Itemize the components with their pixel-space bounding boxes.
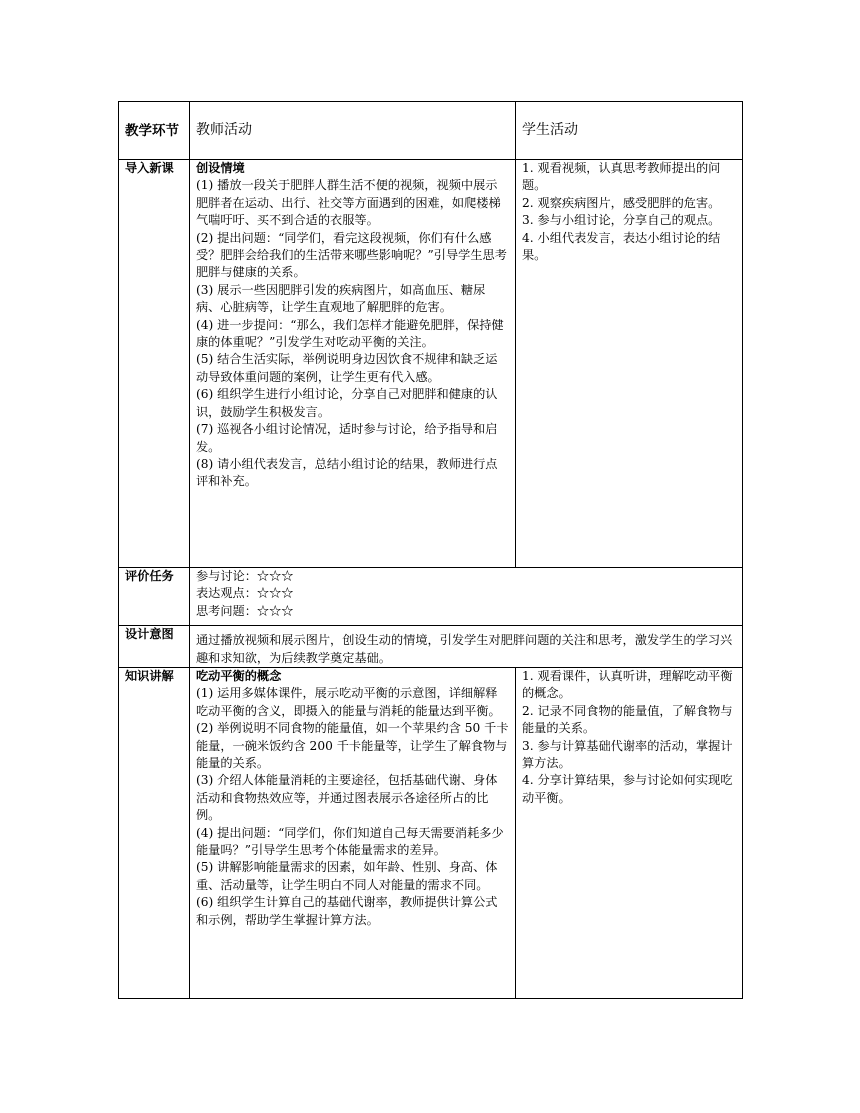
teacher-step: (4) 提出问题：“同学们，你们知道自己每天需要消耗多少能量吗？”引导学生思考个体能量需求的差异。 (196, 825, 504, 858)
design-intent-cell (190, 626, 743, 668)
teacher-step: (1) 播放一段关于肥胖人群生活不便的视频，视频中展示肥胖者在运动、出行、社交等方面遇到的困难，如爬楼梯气喘吁吁、买不到合适的衣服等。 (196, 178, 501, 228)
student-step: 3. 参与小组讨论，分享自己的观点。 (522, 213, 721, 228)
teacher-step: (2) 举例说明不同食物的能量值，如一个苹果约含 50 千卡能量，一碗米饭约含 200 千卡能量等，让学生了解食物与能量的关系。 (196, 721, 509, 771)
stage-cell: 评价任务 (119, 568, 190, 626)
stage-cell: 设计意图 (119, 626, 190, 668)
teacher-subtitle: 吃动平衡的概念 (196, 669, 282, 683)
teacher-step: (2) 提出问题：“同学们，看完这段视频，你们有什么感受？肥胖会给我们的生活带来哪些影响呢？”引导学生思考肥胖与健康的关系。 (196, 230, 507, 280)
stage-cell: 知识讲解 (119, 668, 190, 999)
lesson-plan-table (118, 101, 743, 999)
teacher-step: (3) 展示一些因肥胖引发的疾病图片，如高血压、糖尿病、心脏病等，让学生直观地了解肥胖的危害。 (196, 282, 486, 315)
evaluation-item: 表达观点：☆☆☆ (196, 586, 294, 601)
teacher-step: (6) 组织学生进行小组讨论，分享自己对肥胖和健康的认识，鼓励学生积极发言。 (196, 387, 498, 419)
teacher-step: (6) 组织学生计算自己的基础代谢率，教师提供计算公式和示例，帮助学生掌握计算方法。 (196, 895, 498, 927)
teacher-step: (7) 巡视各小组讨论情况，适时参与讨论，给予指导和启发。 (196, 422, 498, 454)
student-activity-cell (516, 160, 743, 568)
design-intent-text: 通过播放视频和展示图片，创设生动的情境，引发学生对肥胖问题的关注和思考，激发学生的学习兴趣和求知欲，为后续教学奠定基础。 (196, 633, 733, 665)
teacher-activity-cell (190, 668, 516, 999)
stage-cell: 导入新课 (119, 160, 190, 568)
teacher-step: (8) 请小组代表发言，总结小组讨论的结果，教师进行点评和补充。 (196, 456, 498, 489)
teacher-step: (3) 介绍人体能量消耗的主要途径，包括基础代谢、身体活动和食物热效应等，并通过图表展示各途径所占的比例。 (196, 773, 498, 823)
teacher-step: (1) 运用多媒体课件，展示吃动平衡的示意图，详细解释吃动平衡的含义，即摄入的能量与消耗的能量达到平衡。 (196, 686, 501, 718)
table-row-design-intent (119, 626, 743, 668)
teacher-subtitle: 创设情境 (196, 161, 245, 175)
table-row-intro (119, 160, 743, 568)
student-step: 1. 观看课件，认真听讲，理解吃动平衡的概念。 (522, 669, 733, 701)
teacher-step: (5) 讲解影响能量需求的因素，如年龄、性别、身高、体重、活动量等，让学生明白不同人对能量的需求不同。 (196, 860, 498, 892)
evaluation-item: 思考问题：☆☆☆ (196, 603, 294, 618)
student-step: 4. 分享计算结果，参与讨论如何实现吃动平衡。 (522, 773, 733, 805)
teacher-activity-cell (190, 160, 516, 568)
header-student: 学生活动 (516, 102, 743, 160)
table-row-evaluation (119, 568, 743, 626)
student-activity-cell (516, 668, 743, 999)
table-row-knowledge (119, 668, 743, 999)
student-step: 1. 观看视频，认真思考教师提出的问题。 (522, 161, 721, 193)
student-step: 2. 记录不同食物的能量值，了解食物与能量的关系。 (522, 703, 733, 736)
student-step: 4. 小组代表发言，表达小组讨论的结果。 (522, 230, 721, 263)
evaluation-cell (190, 568, 743, 626)
teacher-step: (4) 进一步提问：“那么，我们怎样才能避免肥胖，保持健康的体重呢？”引发学生对吃动平衡的关注。 (196, 317, 504, 350)
table-header-row (119, 102, 743, 160)
teacher-step: (5) 结合生活实际，举例说明身边因饮食不规律和缺乏运动导致体重问题的案例，让学生更有代入感。 (196, 352, 498, 384)
header-teacher: 教师活动 (190, 102, 516, 160)
student-step: 2. 观察疾病图片，感受肥胖的危害。 (522, 195, 721, 210)
evaluation-item: 参与讨论：☆☆☆ (196, 569, 294, 583)
header-stage: 教学环节 (119, 102, 190, 160)
student-step: 3. 参与计算基础代谢率的活动，掌握计算方法。 (522, 738, 733, 771)
